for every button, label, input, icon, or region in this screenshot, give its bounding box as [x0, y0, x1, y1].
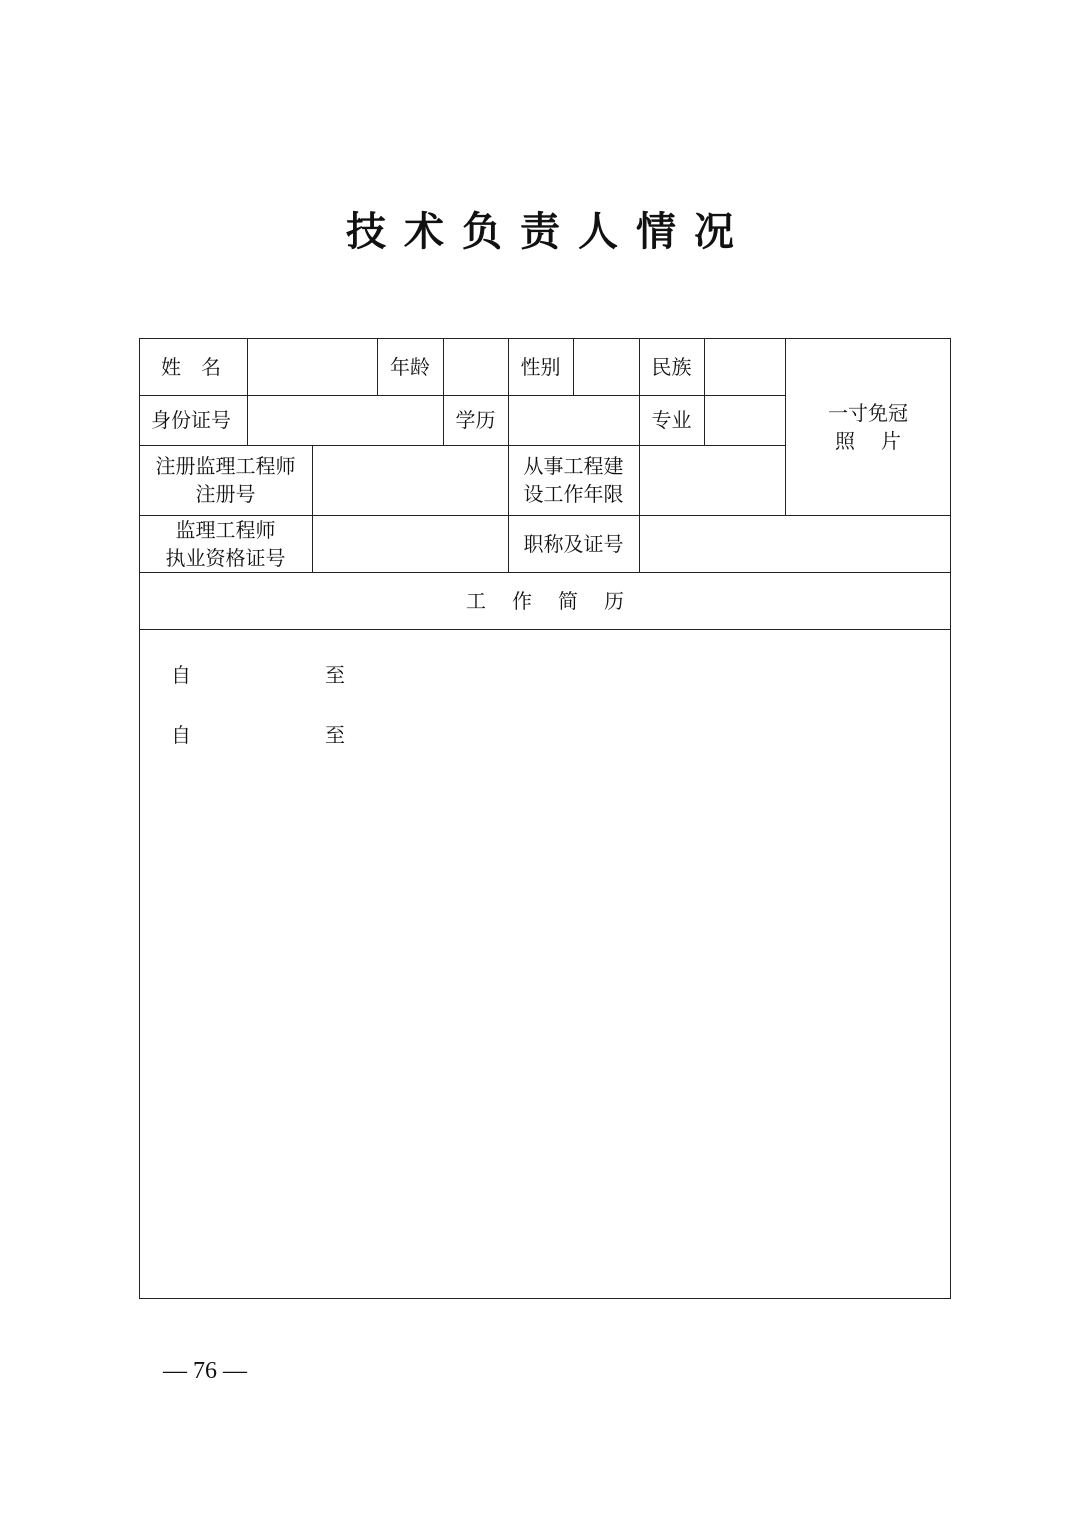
cert-label-line1: 监理工程师: [175, 517, 276, 542]
major-label: 专业: [651, 408, 692, 432]
major-label-cell: [639, 395, 704, 445]
title-cert-label-cell: [508, 515, 639, 572]
major-field[interactable]: [704, 395, 785, 445]
photo-label-line1: 一寸免冠: [828, 401, 908, 425]
gender-field[interactable]: [573, 338, 639, 395]
resume-header: 工作简历: [466, 588, 650, 613]
education-field[interactable]: [508, 395, 639, 445]
photo-cell: [785, 338, 951, 516]
name-label: 姓名: [161, 354, 241, 379]
title-cert-field[interactable]: [639, 515, 951, 572]
age-label-cell: [377, 338, 443, 395]
id-field[interactable]: [247, 395, 443, 445]
title-cert-label: 职称及证号: [523, 531, 624, 556]
ethnicity-label: 民族: [651, 354, 692, 379]
age-label: 年龄: [390, 354, 430, 379]
years-label-cell: [508, 445, 639, 515]
cert-field[interactable]: [312, 515, 508, 572]
years-label-line1: 从事工程建: [523, 454, 624, 478]
years-field[interactable]: [639, 445, 785, 515]
resume-body[interactable]: [139, 629, 951, 1298]
resume-from-label: 自: [171, 663, 191, 687]
id-label: 身份证号: [151, 408, 231, 432]
reg-engineer-field[interactable]: [312, 445, 508, 515]
age-field[interactable]: [443, 338, 508, 395]
name-field[interactable]: [247, 338, 377, 395]
reg-engineer-label-line1: 注册监理工程师: [155, 454, 296, 478]
cert-label-line2: 执业资格证号: [165, 545, 286, 570]
resume-to-label: 至: [325, 663, 345, 687]
id-label-cell: [139, 395, 247, 445]
cert-label-cell: [139, 515, 312, 572]
resume-from-label: 自: [171, 723, 191, 747]
border-bottom: [139, 1298, 951, 1299]
ethnicity-field[interactable]: [704, 338, 785, 395]
photo-label-line2: 照片: [835, 429, 927, 453]
reg-engineer-label-line2: 注册号: [195, 482, 256, 506]
education-label-cell: [443, 395, 508, 445]
name-label-cell: [139, 338, 247, 395]
education-label: 学历: [455, 408, 496, 432]
resume-to-label: 至: [325, 723, 345, 747]
page-number: — 76 —: [163, 1358, 247, 1384]
page-title: 技术负责人情况: [346, 208, 752, 255]
resume-header-cell: [139, 572, 951, 629]
years-label-line2: 设工作年限: [523, 482, 624, 506]
gender-label-cell: [508, 338, 573, 395]
technical-lead-form: [139, 338, 951, 1299]
reg-engineer-label-cell: [139, 445, 312, 515]
gender-label: 性别: [520, 354, 561, 379]
ethnicity-label-cell: [639, 338, 704, 395]
